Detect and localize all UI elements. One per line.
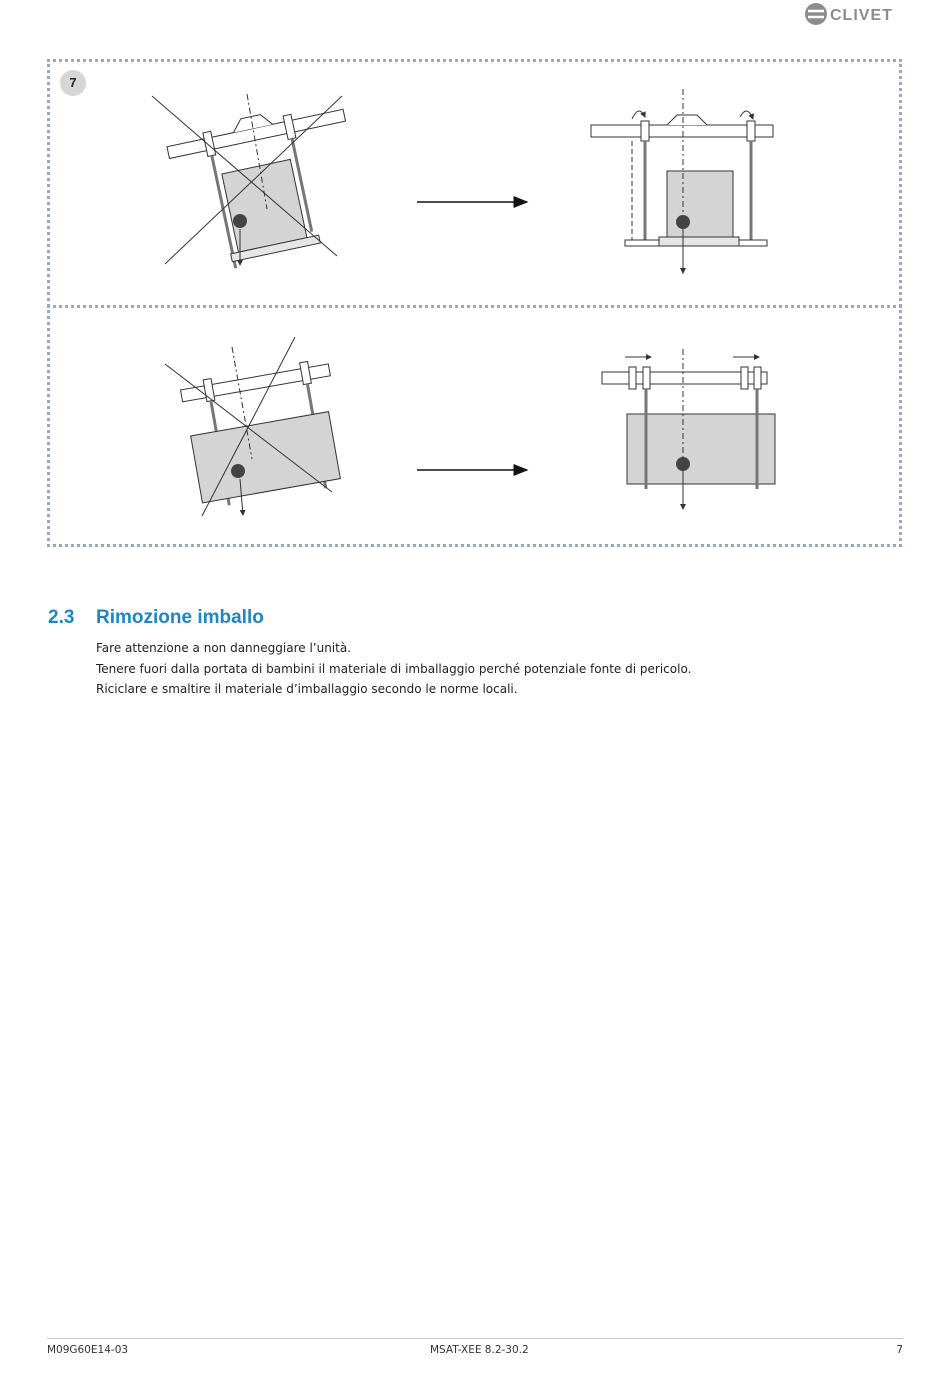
lifting-diagram (47, 59, 902, 547)
bottom-right-correct-lift (602, 349, 775, 509)
paragraph: Fare attenzione a non danneggiare l’unità. (96, 641, 352, 655)
paragraph: Tenere fuori dalla portata di bambini il materiale di imballaggio perché potenziale fonte di pericolo. (96, 661, 692, 676)
footer-model: MSAT-XEE 8.2-30.2 (430, 1344, 529, 1356)
section-body (96, 638, 876, 700)
clivet-logo (802, 0, 912, 30)
footer-page-number: 7 (896, 1344, 903, 1356)
bottom-left-wrong-lift (165, 337, 349, 516)
footer-doc-code: M09G60E14-03 (47, 1344, 129, 1356)
section-title: Rimozione imballo (96, 607, 264, 628)
footer-rule (47, 1338, 903, 1339)
logo-text: CLIVET (830, 7, 893, 24)
figure-number-badge: 7 (60, 70, 86, 96)
top-left-wrong-lift (152, 94, 371, 277)
section-number: 2.3 (48, 607, 75, 628)
top-right-correct-lift (591, 89, 773, 274)
paragraph: Riciclare e smaltire il materiale d’imballaggio secondo le norme locali. (96, 682, 518, 696)
